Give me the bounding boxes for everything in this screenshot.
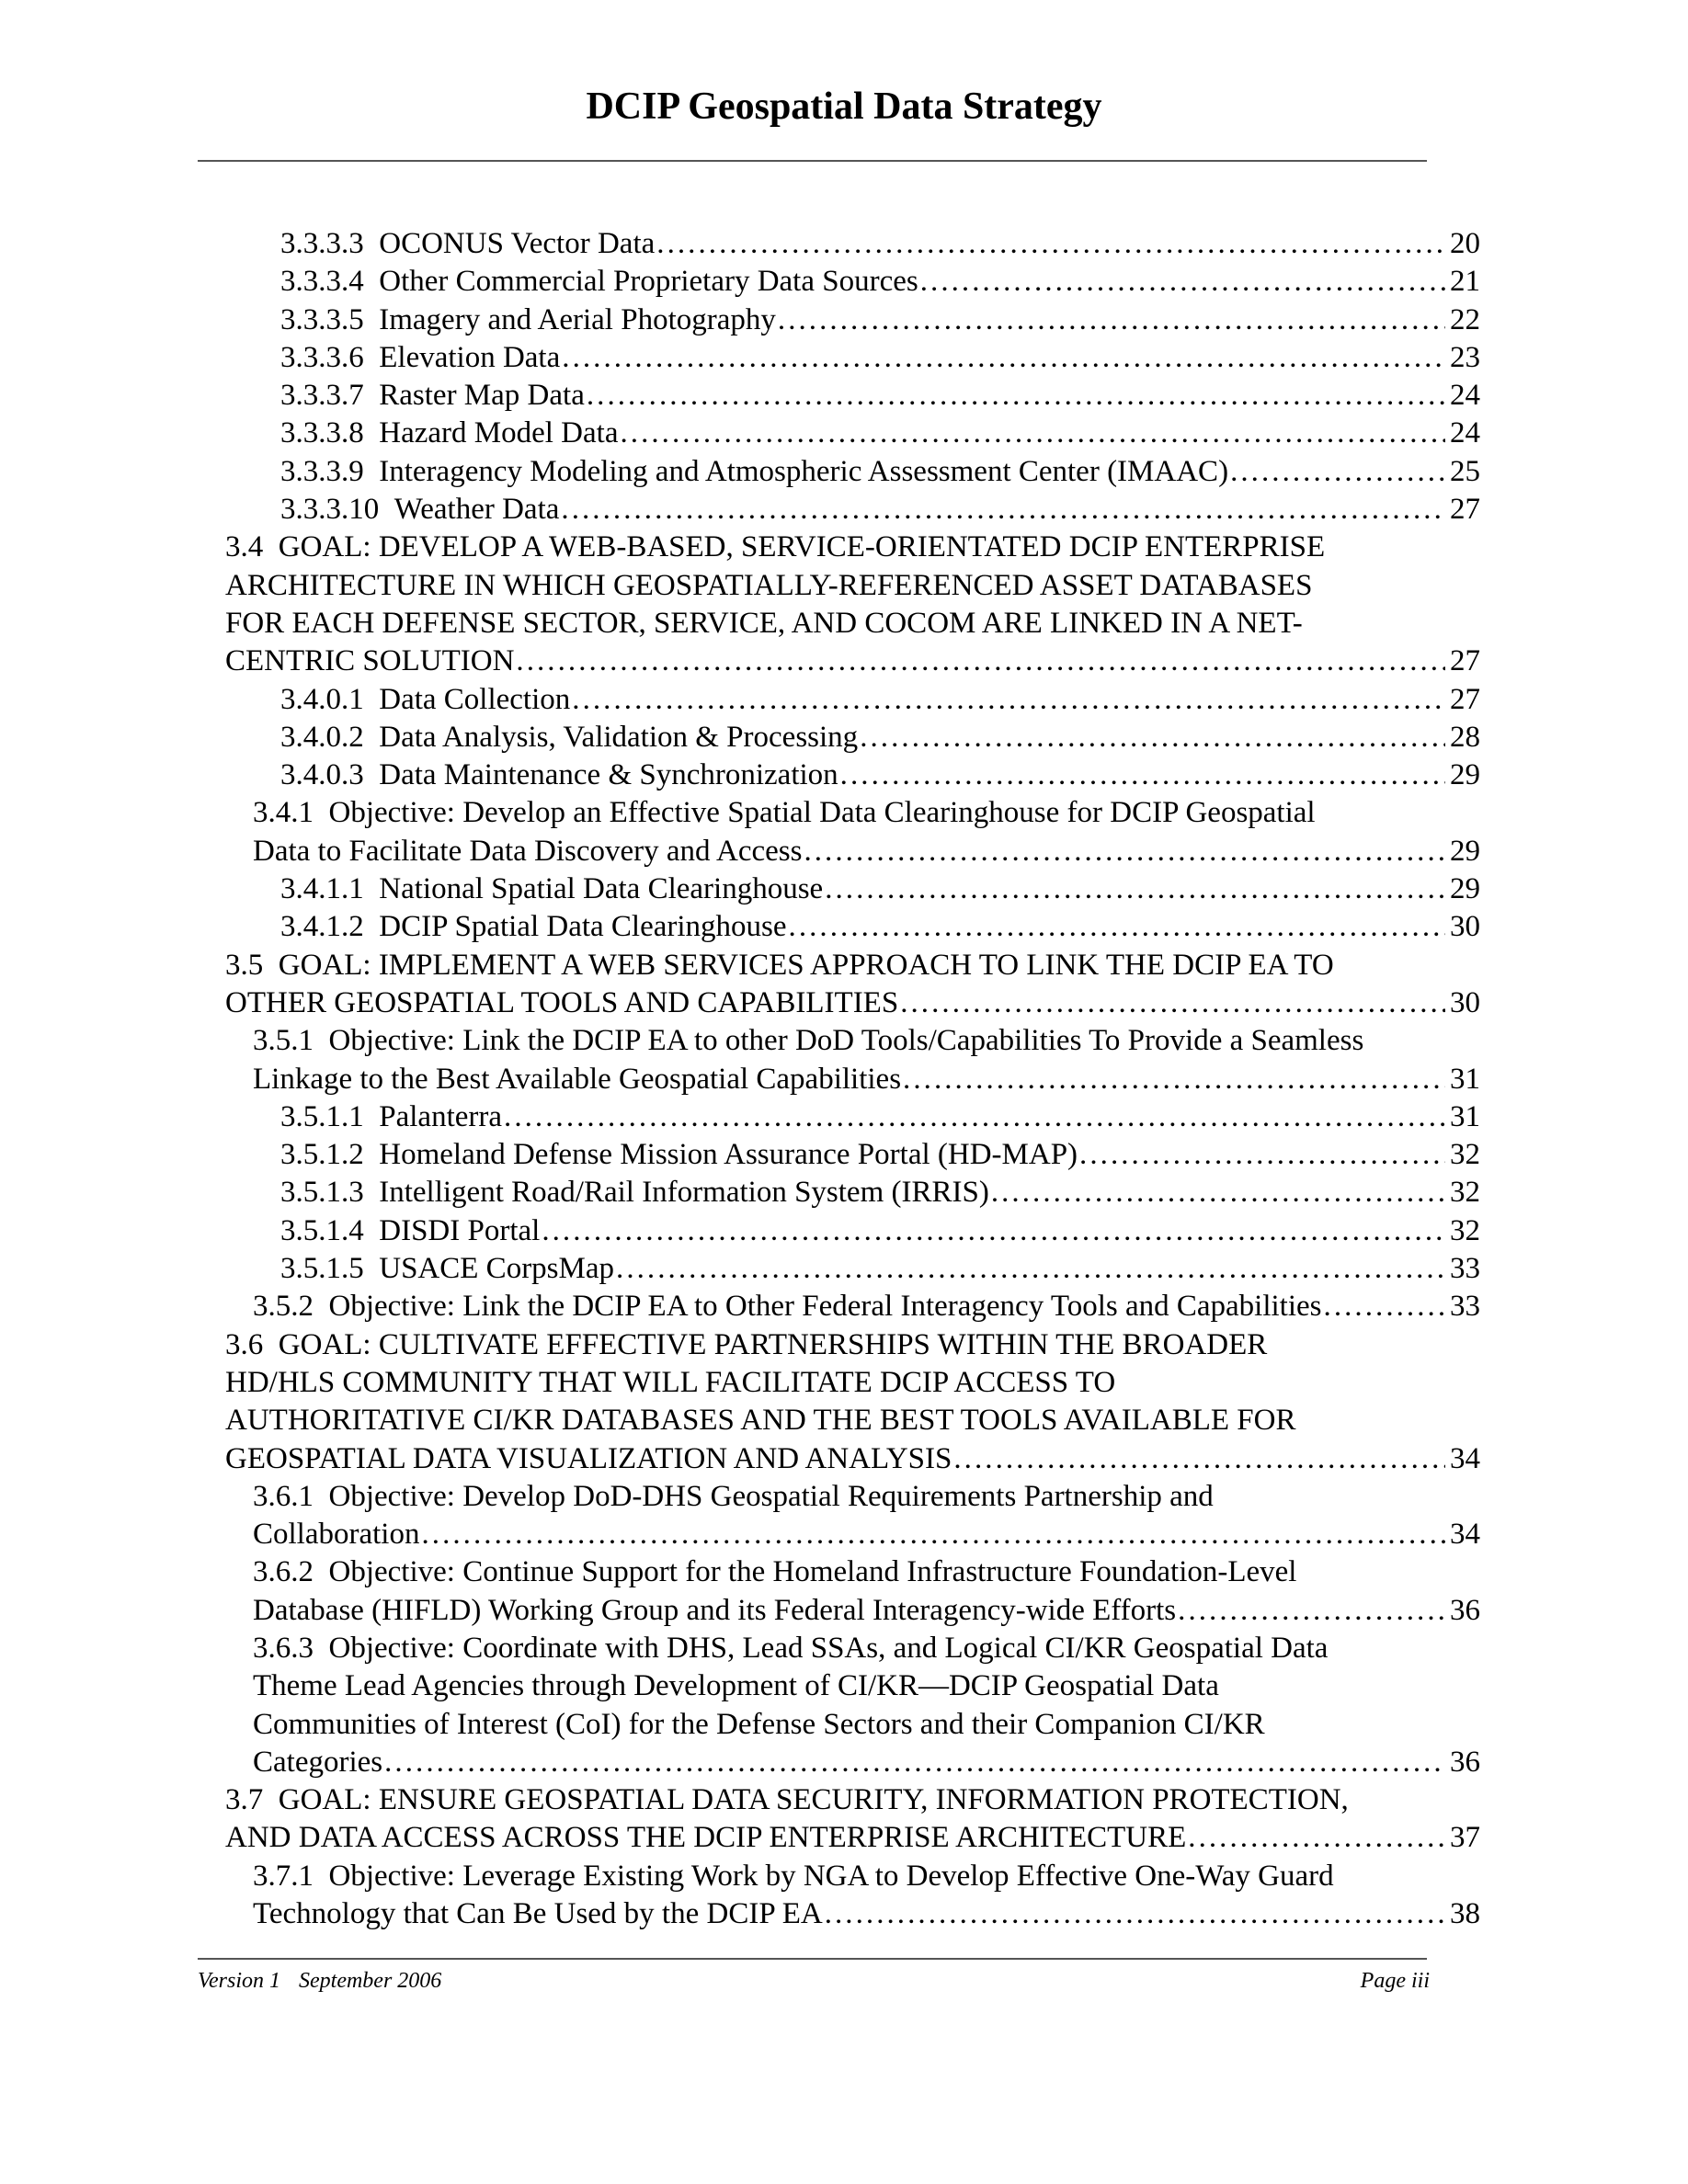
toc-page-number: 24 xyxy=(1450,416,1480,450)
toc-entry[interactable] xyxy=(225,1022,1480,1098)
toc-number: 3.4.0.3 xyxy=(280,758,364,792)
toc-title: AND DATA ACCESS ACROSS THE DCIP ENTERPRISE ARCHITECTURE xyxy=(225,1821,1187,1855)
toc-line xyxy=(225,1440,1480,1478)
toc-page-number: 20 xyxy=(1450,227,1480,260)
toc-title: Raster Map Data xyxy=(379,379,585,413)
toc-entry[interactable] xyxy=(225,756,1480,794)
toc-line xyxy=(225,1553,1480,1591)
toc-entry[interactable] xyxy=(225,415,1480,452)
toc-line xyxy=(225,1174,1480,1211)
toc-number: 3.5.1.1 xyxy=(280,1099,364,1133)
toc-number: 3.5 xyxy=(225,948,264,982)
toc-number: 3.3.3.5 xyxy=(280,302,364,336)
toc-number: 3.5.1.5 xyxy=(280,1252,364,1286)
toc-line xyxy=(225,1744,1480,1781)
toc-title: Data to Facilitate Data Discovery and Access xyxy=(253,834,803,868)
toc-line xyxy=(225,301,1480,339)
dot-leader xyxy=(900,984,1445,1022)
toc-title: Palanterra xyxy=(379,1099,503,1133)
toc-entry[interactable] xyxy=(225,263,1480,301)
toc-page-number: 36 xyxy=(1450,1745,1480,1779)
toc-line xyxy=(225,719,1480,756)
toc-line xyxy=(225,681,1480,719)
toc-line xyxy=(225,1781,1480,1819)
toc-line xyxy=(225,453,1480,491)
dot-leader xyxy=(903,1061,1445,1098)
toc-title: Theme Lead Agencies through Development of CI/KR—DCIP Geospatial Data xyxy=(253,1669,1219,1703)
toc-title: Objective: Link the DCIP EA to Other Federal Interagency Tools and Capabilities xyxy=(328,1290,1322,1324)
table-of-contents xyxy=(225,225,1480,1933)
toc-entry[interactable] xyxy=(225,1858,1480,1934)
dot-leader xyxy=(1079,1136,1445,1174)
toc-line xyxy=(225,1516,1480,1553)
toc-title: National Spatial Data Clearinghouse xyxy=(379,872,824,906)
toc-page-number: 27 xyxy=(1450,644,1480,678)
toc-line xyxy=(225,1098,1480,1136)
toc-page-number: 34 xyxy=(1450,1441,1480,1475)
toc-title: OCONUS Vector Data xyxy=(379,227,656,260)
dot-leader xyxy=(384,1744,1445,1781)
toc-number: 3.5.2 xyxy=(253,1290,314,1324)
toc-title: Objective: Coordinate with DHS, Lead SSAs, and Logical CI/KR Geospatial Data xyxy=(328,1631,1329,1665)
toc-line xyxy=(225,1858,1480,1895)
toc-number: 3.5.1 xyxy=(253,1024,314,1058)
toc-line xyxy=(225,415,1480,452)
toc-page-number: 34 xyxy=(1450,1518,1480,1552)
toc-number: 3.4.1.1 xyxy=(280,872,364,906)
toc-title: Technology that Can Be Used by the DCIP EA xyxy=(253,1897,823,1931)
dot-leader xyxy=(920,263,1445,301)
toc-line xyxy=(225,1288,1480,1325)
toc-entry[interactable] xyxy=(225,1136,1480,1174)
toc-title: Objective: Develop an Effective Spatial Data Clearinghouse for DCIP Geospatial xyxy=(328,796,1316,830)
dot-leader xyxy=(778,301,1445,339)
toc-page-number: 29 xyxy=(1450,834,1480,868)
toc-number: 3.4 xyxy=(225,530,264,564)
toc-number: 3.7.1 xyxy=(253,1859,314,1893)
toc-line xyxy=(225,870,1480,908)
toc-entry[interactable] xyxy=(225,1781,1480,1858)
toc-page-number: 38 xyxy=(1450,1897,1480,1931)
toc-line xyxy=(225,756,1480,794)
dot-leader xyxy=(504,1098,1445,1136)
toc-line xyxy=(225,1212,1480,1250)
toc-title: Homeland Defense Mission Assurance Portal (HD-MAP) xyxy=(379,1138,1078,1172)
dot-leader xyxy=(1178,1592,1445,1630)
toc-title: Collaboration xyxy=(253,1518,420,1552)
toc-entry[interactable] xyxy=(225,1630,1480,1781)
toc-entry[interactable] xyxy=(225,908,1480,946)
toc-title: Database (HIFLD) Working Group and its Federal Interagency-wide Efforts xyxy=(253,1593,1177,1627)
dot-leader xyxy=(953,1440,1445,1478)
dot-leader xyxy=(991,1174,1445,1211)
toc-entry[interactable] xyxy=(225,529,1480,680)
dot-leader xyxy=(572,681,1445,719)
toc-entry[interactable] xyxy=(225,1098,1480,1136)
page-title: DCIP Geospatial Data Strategy xyxy=(586,85,1102,128)
toc-line xyxy=(225,1895,1480,1933)
toc-page-number: 29 xyxy=(1450,872,1480,906)
toc-page-number: 25 xyxy=(1450,454,1480,488)
toc-number: 3.3.3.8 xyxy=(280,416,364,450)
dot-leader xyxy=(562,339,1445,377)
toc-page-number: 32 xyxy=(1450,1138,1480,1172)
toc-entry[interactable] xyxy=(225,339,1480,377)
toc-line xyxy=(225,567,1480,605)
toc-number: 3.7 xyxy=(225,1783,264,1817)
toc-line xyxy=(225,643,1480,680)
toc-line xyxy=(225,1478,1480,1516)
toc-number: 3.3.3.6 xyxy=(280,340,364,374)
toc-page-number: 33 xyxy=(1450,1252,1480,1286)
toc-line xyxy=(225,263,1480,301)
toc-entry[interactable] xyxy=(225,1288,1480,1325)
toc-page-number: 32 xyxy=(1450,1176,1480,1210)
toc-line xyxy=(225,605,1480,643)
toc-number: 3.3.3.9 xyxy=(280,454,364,488)
toc-line xyxy=(225,833,1480,870)
footer-rule xyxy=(198,1958,1427,1960)
dot-leader xyxy=(561,491,1445,529)
toc-line xyxy=(225,225,1480,263)
toc-entry[interactable] xyxy=(225,947,1480,1023)
toc-title: GEOSPATIAL DATA VISUALIZATION AND ANALYSIS xyxy=(225,1441,952,1475)
toc-page-number: 37 xyxy=(1450,1821,1480,1855)
dot-leader xyxy=(616,1250,1445,1288)
toc-title: Weather Data xyxy=(393,493,560,527)
dot-leader xyxy=(620,415,1445,452)
toc-number: 3.4.0.2 xyxy=(280,720,364,754)
toc-entry[interactable] xyxy=(225,301,1480,339)
toc-title: GOAL: DEVELOP A WEB-BASED, SERVICE-ORIENTATED DCIP ENTERPRISE xyxy=(278,530,1326,564)
toc-entry[interactable] xyxy=(225,681,1480,719)
toc-entry[interactable] xyxy=(225,225,1480,263)
toc-title: ARCHITECTURE IN WHICH GEOSPATIALLY-REFERENCED ASSET DATABASES xyxy=(225,568,1313,602)
toc-entry[interactable] xyxy=(225,491,1480,529)
toc-title: GOAL: ENSURE GEOSPATIAL DATA SECURITY, INFORMATION PROTECTION, xyxy=(278,1783,1349,1817)
toc-number: 3.6.1 xyxy=(253,1479,314,1513)
toc-number: 3.3.3.7 xyxy=(280,379,364,413)
toc-title: Data Analysis, Validation & Processing xyxy=(379,720,859,754)
toc-entry[interactable] xyxy=(225,870,1480,908)
footer-page-number: Page iii xyxy=(1360,1969,1430,1993)
toc-line xyxy=(225,1667,1480,1705)
toc-title: HD/HLS COMMUNITY THAT WILL FACILITATE DCIP ACCESS TO xyxy=(225,1365,1116,1399)
toc-page-number: 32 xyxy=(1450,1213,1480,1247)
toc-number: 3.5.1.2 xyxy=(280,1138,364,1172)
toc-title: CENTRIC SOLUTION xyxy=(225,644,515,678)
dot-leader xyxy=(825,1895,1445,1933)
dot-leader xyxy=(656,225,1445,263)
toc-title: Elevation Data xyxy=(379,340,561,374)
toc-line xyxy=(225,1592,1480,1630)
toc-page-number: 31 xyxy=(1450,1099,1480,1133)
toc-page-number: 23 xyxy=(1450,340,1480,374)
dot-leader xyxy=(804,833,1445,870)
toc-line xyxy=(225,1706,1480,1744)
toc-page-number: 33 xyxy=(1450,1290,1480,1324)
toc-page-number: 28 xyxy=(1450,720,1480,754)
dot-leader xyxy=(840,756,1445,794)
toc-page-number: 31 xyxy=(1450,1062,1480,1096)
toc-title: Interagency Modeling and Atmospheric Assessment Center (IMAAC) xyxy=(379,454,1229,488)
toc-title: Hazard Model Data xyxy=(379,416,619,450)
toc-title: GOAL: CULTIVATE EFFECTIVE PARTNERSHIPS WITHIN THE BROADER xyxy=(278,1327,1268,1361)
toc-page-number: 22 xyxy=(1450,302,1480,336)
toc-number: 3.3.3.10 xyxy=(280,493,380,527)
toc-title: Objective: Leverage Existing Work by NGA to Develop Effective One-Way Guard xyxy=(328,1859,1334,1893)
toc-title: Objective: Link the DCIP EA to other DoD Tools/Capabilities To Provide a Seamless xyxy=(328,1024,1364,1058)
toc-number: 3.5.1.4 xyxy=(280,1213,364,1247)
toc-title: DISDI Portal xyxy=(379,1213,541,1247)
toc-line xyxy=(225,1061,1480,1098)
footer-version-text: Version 1 xyxy=(198,1969,280,1993)
toc-title: AUTHORITATIVE CI/KR DATABASES AND THE BEST TOOLS AVAILABLE FOR xyxy=(225,1404,1296,1438)
dot-leader xyxy=(1324,1288,1445,1325)
toc-line xyxy=(225,1326,1480,1364)
toc-title: Data Collection xyxy=(379,682,571,716)
toc-entry[interactable] xyxy=(225,1326,1480,1478)
toc-line xyxy=(225,339,1480,377)
dot-leader xyxy=(542,1212,1445,1250)
toc-title: Objective: Develop DoD-DHS Geospatial Requirements Partnership and xyxy=(328,1479,1214,1513)
dot-leader xyxy=(516,643,1445,680)
toc-number: 3.3.3.4 xyxy=(280,265,364,299)
toc-line xyxy=(225,984,1480,1022)
toc-line xyxy=(225,377,1480,415)
toc-line xyxy=(225,1022,1480,1060)
toc-number: 3.6 xyxy=(225,1327,264,1361)
dot-leader xyxy=(421,1516,1445,1553)
dot-leader xyxy=(1188,1819,1445,1857)
toc-title: USACE CorpsMap xyxy=(379,1252,615,1286)
dot-leader xyxy=(587,377,1445,415)
toc-page-number: 21 xyxy=(1450,265,1480,299)
header-rule xyxy=(198,160,1427,162)
toc-line xyxy=(225,1136,1480,1174)
toc-title: OTHER GEOSPATIAL TOOLS AND CAPABILITIES xyxy=(225,985,899,1019)
toc-line xyxy=(225,1630,1480,1667)
toc-line xyxy=(225,947,1480,984)
toc-line xyxy=(225,1250,1480,1288)
toc-entry[interactable] xyxy=(225,1174,1480,1211)
toc-page-number: 36 xyxy=(1450,1593,1480,1627)
toc-number: 3.6.2 xyxy=(253,1555,314,1589)
toc-page-number: 27 xyxy=(1450,493,1480,527)
toc-number: 3.4.1 xyxy=(253,796,314,830)
toc-title: Other Commercial Proprietary Data Sources xyxy=(379,265,918,299)
toc-number: 3.3.3.3 xyxy=(280,227,364,260)
toc-title: Intelligent Road/Rail Information System (IRRIS) xyxy=(379,1176,989,1210)
toc-line xyxy=(225,491,1480,529)
toc-line xyxy=(225,1819,1480,1857)
toc-title: Linkage to the Best Available Geospatial Capabilities xyxy=(253,1062,902,1096)
toc-number: 3.4.0.1 xyxy=(280,682,364,716)
toc-title: DCIP Spatial Data Clearinghouse xyxy=(379,910,787,944)
dot-leader xyxy=(860,719,1445,756)
toc-line xyxy=(225,908,1480,946)
toc-line xyxy=(225,794,1480,832)
toc-title: GOAL: IMPLEMENT A WEB SERVICES APPROACH TO LINK THE DCIP EA TO xyxy=(278,948,1334,982)
toc-line xyxy=(225,529,1480,566)
toc-page-number: 30 xyxy=(1450,910,1480,944)
toc-title: Imagery and Aerial Photography xyxy=(379,302,776,336)
toc-entry[interactable] xyxy=(225,719,1480,756)
toc-page-number: 29 xyxy=(1450,758,1480,792)
toc-entry[interactable] xyxy=(225,377,1480,415)
toc-title: Objective: Continue Support for the Homeland Infrastructure Foundation-Level xyxy=(328,1555,1297,1589)
dot-leader xyxy=(1230,453,1445,491)
toc-entry[interactable] xyxy=(225,1553,1480,1630)
toc-title: Categories xyxy=(253,1745,383,1779)
toc-page-number: 30 xyxy=(1450,985,1480,1019)
toc-page-number: 24 xyxy=(1450,379,1480,413)
toc-entry[interactable] xyxy=(225,453,1480,491)
toc-entry[interactable] xyxy=(225,1250,1480,1288)
toc-entry[interactable] xyxy=(225,1478,1480,1554)
dot-leader xyxy=(825,870,1445,908)
dot-leader xyxy=(789,908,1445,946)
toc-number: 3.4.1.2 xyxy=(280,910,364,944)
toc-title: Data Maintenance & Synchronization xyxy=(379,758,838,792)
toc-title: FOR EACH DEFENSE SECTOR, SERVICE, AND COCOM ARE LINKED IN A NET- xyxy=(225,606,1303,640)
toc-title: Communities of Interest (CoI) for the Defense Sectors and their Companion CI/KR xyxy=(253,1707,1265,1741)
footer-version xyxy=(198,1965,441,1996)
toc-entry[interactable] xyxy=(225,794,1480,870)
toc-number: 3.6.3 xyxy=(253,1631,314,1665)
footer-date: September 2006 xyxy=(299,1969,442,1993)
toc-page-number: 27 xyxy=(1450,682,1480,716)
toc-line xyxy=(225,1402,1480,1439)
toc-line xyxy=(225,1364,1480,1402)
toc-entry[interactable] xyxy=(225,1212,1480,1250)
toc-number: 3.5.1.3 xyxy=(280,1176,364,1210)
